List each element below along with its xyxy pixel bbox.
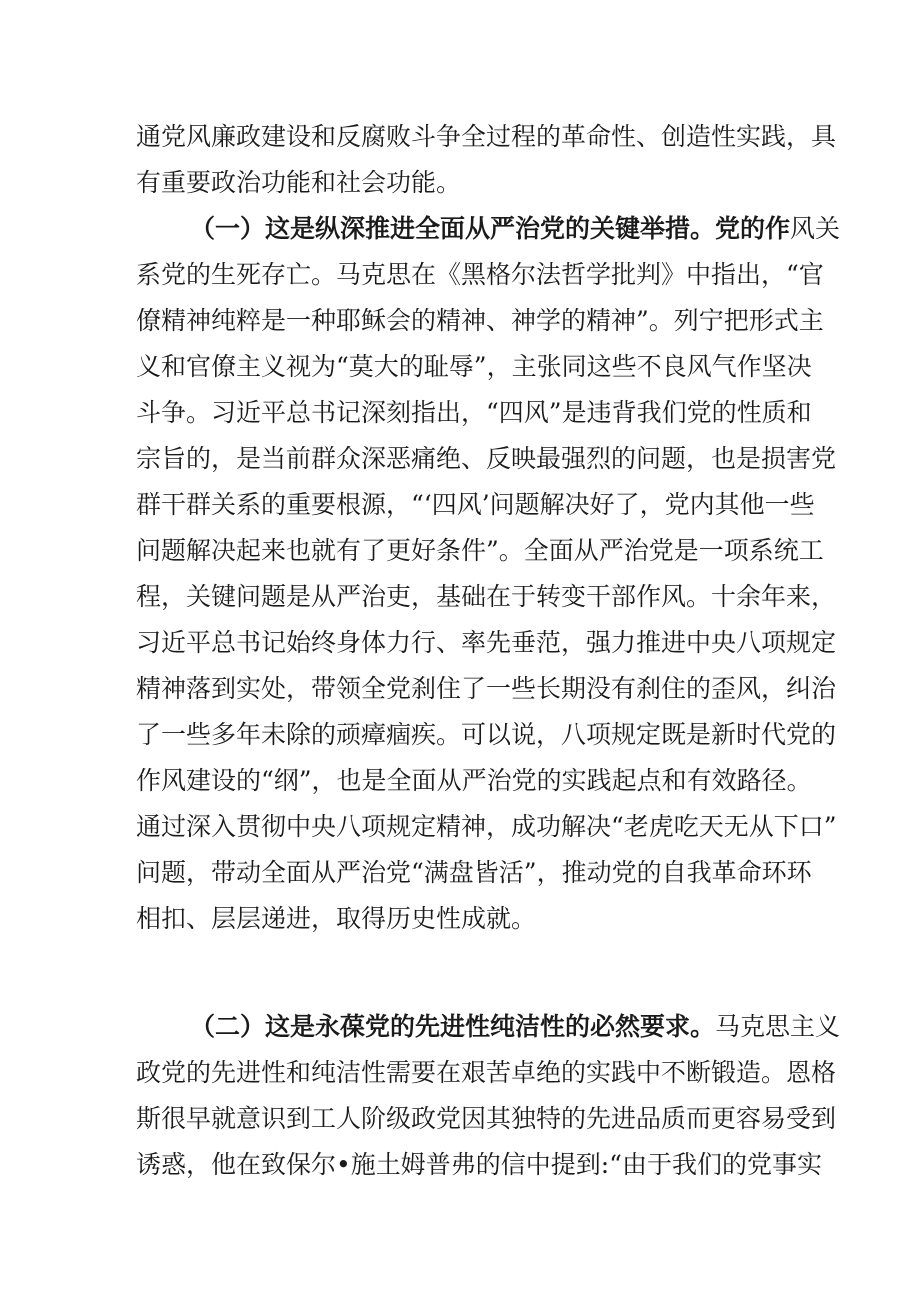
- text-line: 斯很早就意识到工人阶级政党因其独特的先进品质而更容易受到: [136, 1104, 837, 1133]
- paragraph-one: [136, 206, 841, 942]
- text-line: 通过深入贯彻中央八项规定精神，成功解决“老虎吃天无从下口”: [136, 812, 837, 841]
- paragraph-intro: [136, 114, 837, 206]
- text-line: 系党的生死存亡。马克思在《黑格尔法哲学批判》中指出，“官: [136, 260, 824, 289]
- text-line: 诱惑，他在致保尔•施土姆普弗的信中提到:“由于我们的党事实: [136, 1150, 822, 1179]
- text-line: 义和官僚主义视为“莫大的耻辱”，主张同这些不良风气作坚决: [136, 352, 812, 381]
- text-line: 相扣、层层递进，取得历史性成就。: [136, 904, 537, 933]
- paragraph-one-heading: （一）这是纵深推进全面从严治党的关键举措。党的作: [190, 214, 791, 243]
- text-line: 程，关键问题是从严治吏，基础在于转变干部作风。十余年来，: [136, 582, 837, 611]
- text-line: 群干群关系的重要根源，“‘四风’问题解决好了，党内其他一些: [136, 490, 815, 519]
- text-line: 宗旨的，是当前群众深恶痛绝、反映最强烈的问题，也是损害党: [136, 444, 837, 473]
- paragraph-one-first-line: [136, 206, 841, 252]
- text-line: 政党的先进性和纯洁性需要在艰苦卓绝的实践中不断锻造。恩格: [136, 1058, 837, 1087]
- paragraph-two-heading: （二）这是永葆党的先进性纯洁性的必然要求。: [190, 1012, 716, 1041]
- text-line: 问题解决起来也就有了更好条件”。全面从严治党是一项系统工: [136, 536, 824, 565]
- text-line: 习近平总书记始终身体力行、率先垂范，强力推进中央八项规定: [136, 628, 837, 657]
- paragraph-one-first-line-tail: 风关: [790, 214, 841, 243]
- text-line: 问题，带动全面从严治党“满盘皆活”，推动党的自我革命环环: [136, 858, 812, 887]
- text-line: 作风建设的“纲”，也是全面从严治党的实践起点和有效路径。: [136, 766, 812, 795]
- text-line: 精神落到实处，带领全党刹住了一些长期没有刹住的歪风，纠治: [136, 674, 837, 703]
- text-line: 通党风廉政建设和反腐败斗争全过程的革命性、创造性实践，具: [136, 122, 837, 151]
- text-line: 有重要政治功能和社会功能。: [136, 168, 462, 197]
- text-line: 僚精神纯粹是一种耶稣会的精神、神学的精神”。列宁把形式主: [136, 306, 824, 335]
- paragraph-two-first-line: [136, 1004, 841, 1050]
- text-line: 斗争。习近平总书记深刻指出，“四风”是违背我们党的性质和: [136, 398, 812, 427]
- paragraph-two: [136, 1004, 841, 1188]
- text-line: 了一些多年未除的顽瘴痼疾。可以说，八项规定既是新时代党的: [136, 720, 837, 749]
- paragraph-two-first-line-tail: 马克思主义: [715, 1012, 841, 1041]
